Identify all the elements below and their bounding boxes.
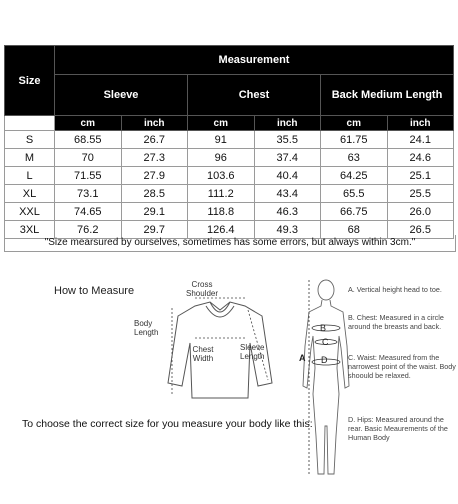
how-to-measure-title: How to Measure — [54, 285, 135, 297]
value-cell: 27.9 — [121, 167, 188, 185]
value-cell: 74.65 — [55, 203, 122, 221]
cross-shoulder-label: Cross Shoulder — [185, 280, 219, 299]
size-cell: L — [5, 167, 55, 185]
size-cell: 3XL — [5, 221, 55, 239]
annotation-d: D. Hips: Measured around the rear. Basic Meaurements of the Human Body — [348, 415, 448, 442]
value-cell: 91 — [188, 131, 255, 149]
unit-header: cm — [188, 116, 255, 131]
size-header: Size — [5, 46, 55, 116]
value-cell: 40.4 — [254, 167, 321, 185]
table-row — [5, 167, 454, 185]
value-cell: 29.7 — [121, 221, 188, 239]
unit-header: cm — [55, 116, 122, 131]
value-cell: 96 — [188, 149, 255, 167]
marker-a: A — [299, 353, 306, 363]
sleeve-length-label: Sleeve Length — [240, 343, 265, 362]
marker-b: B — [320, 323, 327, 333]
size-chart-table — [4, 45, 454, 239]
value-cell: 46.3 — [254, 203, 321, 221]
size-cell: M — [5, 149, 55, 167]
body-figure-illustration — [293, 276, 353, 481]
value-cell: 66.75 — [321, 203, 388, 221]
chest-width-label: Chest Width — [192, 345, 214, 364]
table-row — [5, 185, 454, 203]
value-cell: 103.6 — [188, 167, 255, 185]
value-cell: 35.5 — [254, 131, 321, 149]
value-cell: 25.5 — [387, 185, 454, 203]
value-cell: 73.1 — [55, 185, 122, 203]
unit-header: cm — [321, 116, 388, 131]
value-cell: 68.55 — [55, 131, 122, 149]
unit-header: inch — [387, 116, 454, 131]
value-cell: 76.2 — [55, 221, 122, 239]
size-cell: XL — [5, 185, 55, 203]
value-cell: 26.5 — [387, 221, 454, 239]
measurement-note: "Size mearsured by ourselves, sometimes has some errors, but always within 3cm." — [4, 235, 456, 252]
value-cell: 49.3 — [254, 221, 321, 239]
value-cell: 68 — [321, 221, 388, 239]
annotation-a: A. Vertical height head to toe. — [348, 285, 442, 294]
value-cell: 27.3 — [121, 149, 188, 167]
size-cell: S — [5, 131, 55, 149]
size-cell: XXL — [5, 203, 55, 221]
table-row — [5, 131, 454, 149]
marker-c: C — [322, 337, 329, 347]
unit-header: inch — [121, 116, 188, 131]
value-cell: 43.4 — [254, 185, 321, 203]
sleeve-header: Sleeve — [55, 75, 188, 116]
value-cell: 111.2 — [188, 185, 255, 203]
value-cell: 28.5 — [121, 185, 188, 203]
value-cell: 64.25 — [321, 167, 388, 185]
value-cell: 37.4 — [254, 149, 321, 167]
value-cell: 61.75 — [321, 131, 388, 149]
measurement-header: Measurement — [55, 46, 454, 75]
annotation-b: B. Chest: Measured in a circle around the breasts and back. — [348, 313, 444, 331]
value-cell: 26.0 — [387, 203, 454, 221]
value-cell: 25.1 — [387, 167, 454, 185]
chest-header: Chest — [188, 75, 321, 116]
value-cell: 126.4 — [188, 221, 255, 239]
body-length-label: Body Length — [134, 319, 159, 338]
unit-spacer — [5, 116, 55, 131]
annotation-c: C. Waist: Measured from the narrowest point of the waist. Body shoould be relaxed. — [348, 353, 456, 380]
value-cell: 26.7 — [121, 131, 188, 149]
value-cell: 71.55 — [55, 167, 122, 185]
value-cell: 63 — [321, 149, 388, 167]
value-cell: 65.5 — [321, 185, 388, 203]
unit-header: inch — [254, 116, 321, 131]
table-row — [5, 203, 454, 221]
value-cell: 29.1 — [121, 203, 188, 221]
value-cell: 24.1 — [387, 131, 454, 149]
value-cell: 118.8 — [188, 203, 255, 221]
choose-size-instruction: To choose the correct size for you measure your body like this: — [22, 418, 313, 430]
value-cell: 24.6 — [387, 149, 454, 167]
marker-d: D — [321, 355, 328, 365]
back-length-header: Back Medium Length — [321, 75, 454, 116]
value-cell: 70 — [55, 149, 122, 167]
table-row — [5, 149, 454, 167]
